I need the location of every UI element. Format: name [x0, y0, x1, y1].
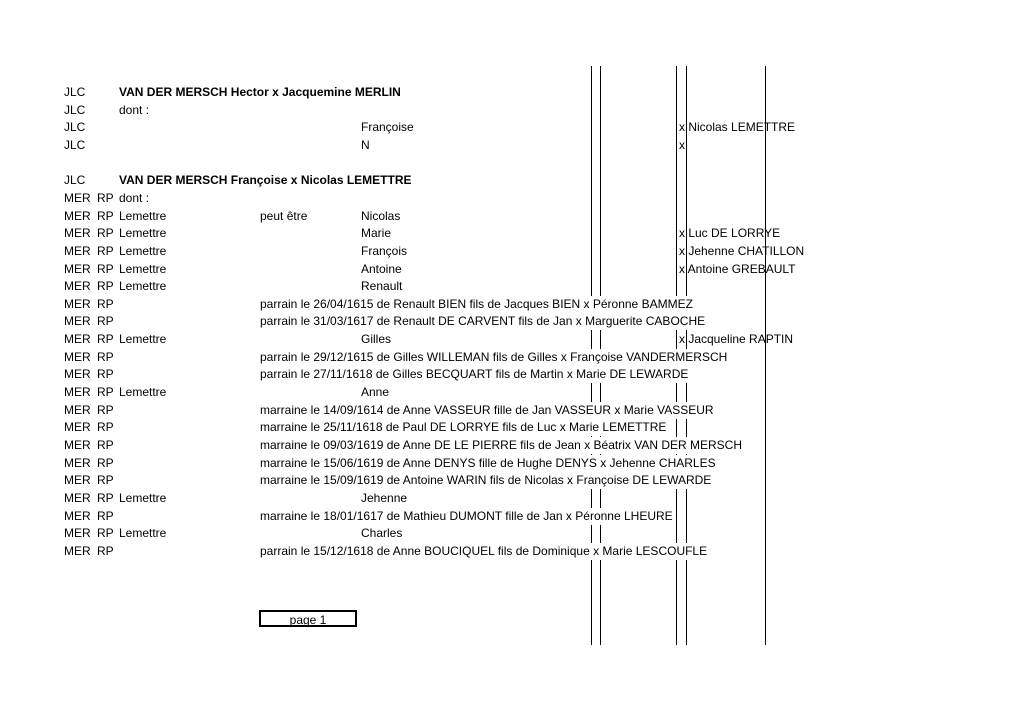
- table-row: [0, 525, 1024, 542]
- cell-name: N: [361, 137, 370, 152]
- table-row: [0, 84, 1024, 101]
- cell-family: dont :: [119, 102, 150, 117]
- cell-source: MER: [64, 508, 91, 523]
- cell-name: Gilles: [361, 332, 392, 347]
- cell-name: Nicolas: [361, 208, 401, 223]
- cell-family: Lemettre: [119, 208, 167, 223]
- cell-note: marraine le 15/09/1619 de Antoine WARIN fils de Nicolas x Françoise DE LEWARDE: [260, 473, 712, 488]
- table-row: [0, 472, 1024, 489]
- cell-note: marraine le 15/06/1619 de Anne DENYS fille de Hughe DENYS x Jehenne CHARLES: [260, 455, 716, 470]
- cell-source: MER: [64, 402, 91, 417]
- cell-ref: RP: [97, 349, 114, 364]
- cell-source: MER: [64, 208, 91, 223]
- table-row: [0, 190, 1024, 207]
- page-number-box: [259, 610, 357, 627]
- cell-ref: RP: [97, 261, 114, 276]
- cell-family: VAN DER MERSCH Hector x Jacquemine MERLIN: [119, 85, 401, 99]
- cell-source: JLC: [64, 173, 86, 188]
- cell-ref: RP: [97, 473, 114, 488]
- cell-family: Lemettre: [119, 279, 167, 294]
- table-row: [0, 490, 1024, 507]
- cell-source: MER: [64, 455, 91, 470]
- table-row: [0, 384, 1024, 401]
- table-row: [0, 402, 1024, 419]
- cell-family: Lemettre: [119, 261, 167, 276]
- table-row: [0, 243, 1024, 260]
- cell-source: MER: [64, 543, 91, 558]
- cell-family: Lemettre: [119, 226, 167, 241]
- cell-family: Lemettre: [119, 385, 167, 400]
- table-row: [0, 102, 1024, 119]
- cell-source: MER: [64, 190, 91, 205]
- table-row: [0, 331, 1024, 348]
- cell-ref: RP: [97, 243, 114, 258]
- cell-source: MER: [64, 473, 91, 488]
- table-row: [0, 349, 1024, 366]
- cell-note: marraine le 09/03/1619 de Anne DE LE PIERRE fils de Jean x Béatrix VAN DER MERSCH: [260, 438, 742, 452]
- cell-name: Charles: [361, 526, 403, 541]
- table-row: [0, 278, 1024, 295]
- cell-source: JLC: [64, 102, 86, 117]
- cell-source: MER: [64, 349, 91, 364]
- cell-source: MER: [64, 261, 91, 276]
- table-row: [0, 137, 1024, 154]
- cell-note: parrain le 15/12/1618 de Anne BOUCIQUEL fils de Dominique x Marie LESCOUFLE: [260, 543, 708, 558]
- cell-spouse: x Nicolas LEMETTRE: [679, 120, 796, 135]
- cell-source: JLC: [64, 85, 86, 99]
- cell-source: JLC: [64, 137, 86, 152]
- cell-ref: RP: [97, 526, 114, 541]
- cell-ref: RP: [97, 226, 114, 241]
- cell-ref: RP: [97, 543, 114, 558]
- table-row: [0, 508, 1024, 525]
- cell-source: MER: [64, 367, 91, 382]
- cell-note: marraine le 25/11/1618 de Paul DE LORRYE fils de Luc x Marie LEMETTRE: [260, 420, 667, 435]
- cell-ref: RP: [97, 490, 114, 505]
- table-row: [0, 225, 1024, 242]
- table-row: [0, 296, 1024, 313]
- cell-family: Lemettre: [119, 526, 167, 541]
- table-row: [0, 208, 1024, 225]
- cell-note: marraine le 14/09/1614 de Anne VASSEUR fille de Jan VASSEUR x Marie VASSEUR: [260, 402, 714, 417]
- table-row: [0, 313, 1024, 330]
- cell-ref: RP: [97, 332, 114, 347]
- cell-name: Renault: [361, 279, 403, 294]
- cell-spouse: x: [679, 137, 685, 152]
- table-row: [0, 155, 1024, 172]
- cell-ref: RP: [97, 296, 114, 311]
- cell-name: Marie: [361, 226, 392, 241]
- cell-source: MER: [64, 226, 91, 241]
- cell-name: Françoise: [361, 120, 414, 135]
- table-row: [0, 419, 1024, 436]
- page-number-label: page 1: [289, 613, 327, 627]
- cell-ref: RP: [97, 190, 114, 205]
- cell-spouse: x Jacqueline RAPTIN: [679, 332, 794, 347]
- table-row: [0, 543, 1024, 560]
- cell-ref: RP: [97, 420, 114, 435]
- cell-ref: RP: [97, 314, 114, 329]
- cell-ref: RP: [97, 508, 114, 523]
- cell-name: Jehenne: [361, 490, 408, 505]
- cell-note: parrain le 26/04/1615 de Renault BIEN fils de Jacques BIEN x Péronne BAMMEZ: [260, 296, 693, 311]
- cell-ref: RP: [97, 279, 114, 294]
- cell-spouse: x Jehenne CHATILLON: [679, 243, 805, 258]
- cell-ref: RP: [97, 455, 114, 470]
- table-row: [0, 455, 1024, 472]
- cell-source: MER: [64, 243, 91, 258]
- cell-note: parrain le 29/12/1615 de Gilles WILLEMAN fils de Gilles x Françoise VANDERMERSCH: [260, 349, 728, 364]
- cell-family: Lemettre: [119, 490, 167, 505]
- table-row: [0, 261, 1024, 278]
- cell-ref: RP: [97, 438, 114, 452]
- cell-source: MER: [64, 490, 91, 505]
- cell-source: MER: [64, 279, 91, 294]
- cell-name: François: [361, 243, 408, 258]
- table-row: [0, 437, 1024, 454]
- cell-ref: RP: [97, 367, 114, 382]
- cell-source: MER: [64, 526, 91, 541]
- cell-family: Lemettre: [119, 332, 167, 347]
- cell-note: marraine le 18/01/1617 de Mathieu DUMONT fille de Jan x Péronne LHEURE: [260, 508, 673, 523]
- cell-source: MER: [64, 332, 91, 347]
- cell-note: peut être: [260, 208, 308, 223]
- cell-ref: RP: [97, 402, 114, 417]
- table-row: [0, 172, 1024, 189]
- cell-ref: RP: [97, 208, 114, 223]
- cell-note: parrain le 31/03/1617 de Renault DE CARVENT fils de Jan x Marguerite CABOCHE: [260, 314, 706, 329]
- cell-source: MER: [64, 314, 91, 329]
- cell-spouse: x Luc DE LORRYE: [679, 226, 781, 241]
- cell-name: Anne: [361, 385, 390, 400]
- cell-family: Lemettre: [119, 243, 167, 258]
- cell-source: JLC: [64, 120, 86, 135]
- cell-source: MER: [64, 420, 91, 435]
- cell-family: dont :: [119, 190, 150, 205]
- cell-source: MER: [64, 438, 91, 452]
- cell-note: parrain le 27/11/1618 de Gilles BECQUART fils de Martin x Marie DE LEWARDE: [260, 367, 689, 382]
- cell-source: MER: [64, 385, 91, 400]
- table-row: [0, 366, 1024, 383]
- cell-source: MER: [64, 296, 91, 311]
- cell-name: Antoine: [361, 261, 402, 276]
- table-row: [0, 119, 1024, 136]
- cell-ref: RP: [97, 385, 114, 400]
- cell-family: VAN DER MERSCH Françoise x Nicolas LEMETTRE: [119, 173, 412, 188]
- cell-spouse: x Antoine GREBAULT: [679, 261, 796, 276]
